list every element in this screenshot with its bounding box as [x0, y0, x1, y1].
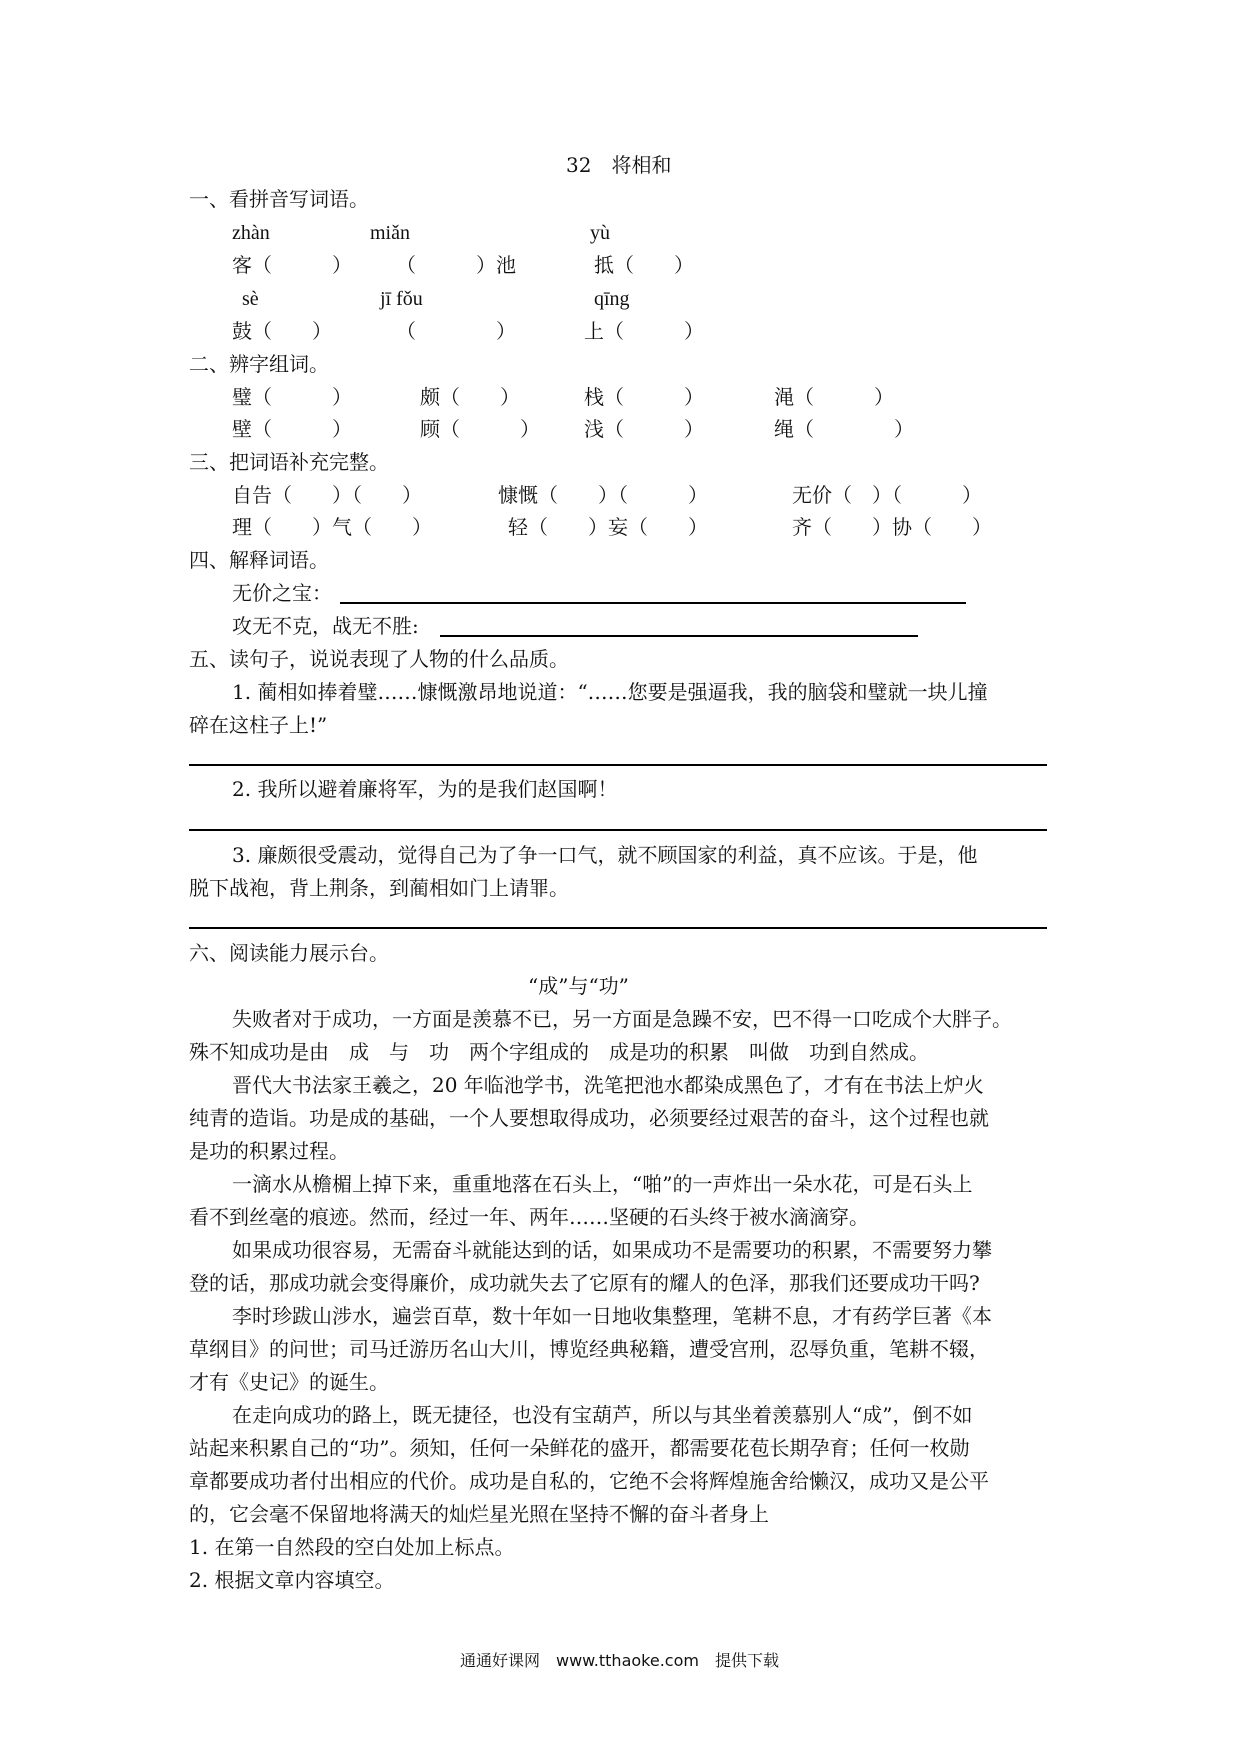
article-title: “成”与“功” — [528, 974, 629, 998]
fill-blank: 颇（ ） — [420, 385, 520, 409]
sentence: 碎在这柱子上!” — [189, 713, 328, 737]
answer-line — [340, 602, 966, 604]
fill-blank: （ ）池 — [396, 253, 516, 277]
article-line: 李时珍跋山涉水，遍尝百草，数十年如一日地收集整理，笔耕不息，才有药学巨著《本 — [232, 1304, 992, 1328]
page-footer: 通通好课网 www.tthaoke.com 提供下载 — [460, 1651, 779, 1670]
section6-heading: 六、阅读能力展示台。 — [189, 941, 389, 965]
article-line: 草纲目》的问世；司马迁游历名山大川，博览经典秘籍，遭受宫刑，忍辱负重，笔耕不辍， — [189, 1337, 989, 1361]
answer-line — [189, 927, 1047, 929]
section5-heading: 五、读句子，说说表现了人物的什么品质。 — [189, 647, 569, 671]
pinyin: zhàn — [232, 222, 270, 244]
sentence: 1. 蔺相如捧着璧……慷慨激昂地说道：“……您要是强逼我，我的脑袋和璧就一块儿撞 — [232, 680, 988, 704]
article-line: 的，它会毫不保留地将满天的灿烂星光照在坚持不懈的奋斗者身上 — [189, 1502, 769, 1526]
fill-blank: 浅（ ） — [584, 417, 704, 441]
pinyin: miǎn — [370, 222, 410, 244]
article-line: 才有《史记》的诞生。 — [189, 1370, 389, 1394]
article-line: 看不到丝毫的痕迹。然而，经过一年、两年……坚硬的石头终于被水滴滴穿。 — [189, 1205, 869, 1229]
fill-blank: 客（ ） — [232, 253, 352, 277]
term-label: 攻无不克，战无不胜: — [232, 614, 419, 638]
worksheet-title: 32 将相和 — [566, 153, 672, 177]
pinyin: qīng — [594, 288, 630, 310]
pinyin: sè — [242, 288, 259, 310]
fill-blank: 栈（ ） — [584, 385, 704, 409]
question: 2. 根据文章内容填空。 — [189, 1568, 395, 1592]
article-line: 纯青的造诣。功是成的基础，一个人要想取得成功，必须要经过艰苦的奋斗，这个过程也就 — [189, 1106, 989, 1130]
fill-blank: 抵（ ） — [594, 253, 694, 277]
question: 1. 在第一自然段的空白处加上标点。 — [189, 1535, 515, 1559]
fill-blank: 鼓（ ） — [232, 319, 332, 343]
sentence: 3. 廉颇很受震动，觉得自己为了争一口气，就不顾国家的利益，真不应该。于是，他 — [232, 843, 978, 867]
fill-blank: 璧（ ） — [232, 385, 352, 409]
article-line: 如果成功很容易，无需奋斗就能达到的话，如果成功不是需要功的积累，不需要努力攀 — [232, 1238, 992, 1262]
fill-blank: 渑（ ） — [774, 385, 894, 409]
fill-blank: 顾（ ） — [420, 417, 540, 441]
sentence: 脱下战袍，背上荆条，到蔺相如门上请罪。 — [189, 876, 569, 900]
fill-blank: 壁（ ） — [232, 417, 352, 441]
article-line: 章都要成功者付出相应的代价。成功是自私的，它绝不会将辉煌施舍给懒汉，成功又是公平 — [189, 1469, 989, 1493]
article-line: 登的话，那成功就会变得廉价，成功就失去了它原有的耀人的色泽，那我们还要成功干吗? — [189, 1271, 980, 1295]
section1-heading: 一、看拼音写词语。 — [189, 187, 369, 211]
pinyin: yù — [590, 222, 610, 244]
article-line: 在走向成功的路上，既无捷径，也没有宝葫芦，所以与其坐着羡慕别人“成”，倒不如 — [232, 1403, 973, 1427]
answer-line — [189, 764, 1047, 766]
pinyin: jī fǒu — [380, 288, 423, 310]
article-line: 一滴水从檐楣上掉下来，重重地落在石头上，“啪”的一声炸出一朵水花，可是石头上 — [232, 1172, 973, 1196]
answer-line — [189, 829, 1047, 831]
article-line: 殊不知成功是由 成 与 功 两个字组成的 成是功的积累 叫做 功到自然成。 — [189, 1040, 929, 1064]
article-line: 是功的积累过程。 — [189, 1139, 349, 1163]
fill-blank: 慷慨（ ）（ ） — [498, 483, 708, 507]
fill-blank: 自告（ ）（ ） — [232, 483, 422, 507]
section3-heading: 三、把词语补充完整。 — [189, 450, 389, 474]
sentence: 2. 我所以避着廉将军，为的是我们赵国啊！ — [232, 777, 618, 801]
fill-blank: （ ） — [396, 319, 516, 343]
fill-blank: 轻（ ）妄（ ） — [508, 515, 708, 539]
section2-heading: 二、辨字组词。 — [189, 352, 329, 376]
fill-blank: 理（ ）气（ ） — [232, 515, 432, 539]
article-line: 晋代大书法家王羲之，20 年临池学书，洗笔把池水都染成黑色了，才有在书法上炉火 — [232, 1073, 984, 1097]
fill-blank: 无价（ ）（ ） — [792, 483, 982, 507]
answer-line — [440, 635, 918, 637]
term-label: 无价之宝： — [232, 581, 332, 605]
fill-blank: 绳（ ） — [774, 417, 914, 441]
article-line: 失败者对于成功，一方面是羡慕不已，另一方面是急躁不安，巴不得一口吃成个大胖子。 — [232, 1007, 1012, 1031]
section4-heading: 四、解释词语。 — [189, 548, 329, 572]
article-line: 站起来积累自己的“功”。须知，任何一朵鲜花的盛开，都需要花苞长期孕育；任何一枚勋 — [189, 1436, 970, 1460]
fill-blank: 齐（ ）协（ ） — [792, 515, 992, 539]
fill-blank: 上（ ） — [584, 319, 704, 343]
